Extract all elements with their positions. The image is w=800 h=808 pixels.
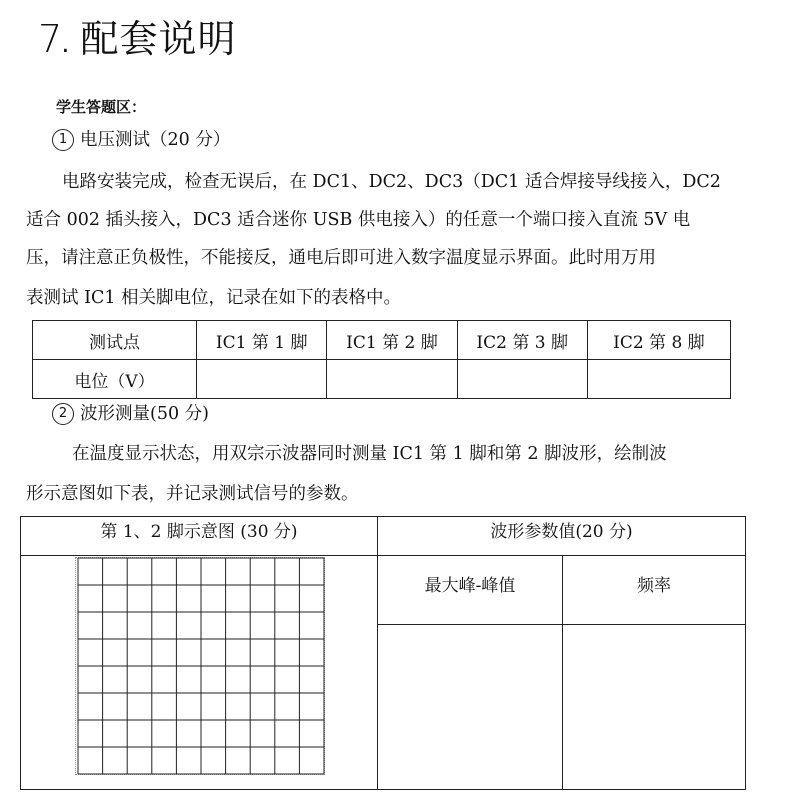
voltage-input-cell[interactable] — [587, 360, 730, 399]
section2-marker: 2 — [52, 403, 74, 425]
frequency-value-cell[interactable] — [563, 625, 745, 789]
paragraph1-line-1: 电路安装完成，检查无误后，在 DC1、DC2、DC3（DC1 适合焊接导线接入，DC2 — [62, 172, 721, 192]
paragraph1-line-4: 表测试 IC1 相关脚电位，记录在如下的表格中。 — [26, 288, 402, 308]
title-number: 7 — [38, 17, 64, 61]
voltage-input-cell[interactable] — [327, 360, 457, 399]
frequency-label: 频率 — [637, 576, 671, 596]
paragraph2-line-2: 形示意图如下表，并记录测试信号的参数。 — [26, 484, 359, 504]
table-header-cell: IC2 第 3 脚 — [457, 321, 587, 360]
voltage-input-cell[interactable] — [197, 360, 327, 399]
section1-heading — [52, 126, 230, 151]
waveform-diagram-header: 第 1、2 脚示意图 (30 分) — [100, 522, 298, 542]
section1-title: 电压测试（20 分） — [80, 130, 231, 150]
table-header-cell: IC2 第 8 脚 — [587, 321, 730, 360]
section1-marker: 1 — [52, 129, 74, 151]
paragraph1-line-3: 压，请注意正负极性，不能接反，通电后即可进入数字温度显示界面。此时用万用 — [26, 248, 656, 268]
voltage-table-data-row — [33, 360, 731, 399]
table-header-cell: 测试点 — [33, 321, 197, 360]
paragraph2-line-1: 在温度显示状态，用双宗示波器同时测量 IC1 第 1 脚和第 2 脚波形，绘制波 — [72, 444, 667, 464]
voltage-table — [32, 320, 731, 399]
voltage-input-cell[interactable] — [457, 360, 587, 399]
waveform-params-header: 波形参数值(20 分) — [490, 522, 633, 542]
oscilloscope-grid[interactable] — [77, 557, 325, 775]
page-title — [38, 8, 236, 63]
table-header-cell: IC1 第 2 脚 — [327, 321, 457, 360]
title-dot: . — [61, 29, 71, 59]
table-row-label: 电位（V） — [33, 360, 197, 399]
section2-title: 波形测量(50 分) — [80, 404, 209, 424]
voltage-table-header-row — [33, 321, 731, 360]
paragraph1-line-2: 适合 002 插头接入，DC3 适合迷你 USB 供电接入）的任意一个端口接入直流 5V 电 — [26, 210, 691, 230]
peak-to-peak-value-cell[interactable] — [378, 625, 562, 789]
table-divider — [21, 555, 745, 556]
table-header-cell: IC1 第 1 脚 — [197, 321, 327, 360]
answer-area-label: 学生答题区： — [56, 98, 147, 116]
section2-heading — [52, 400, 209, 425]
title-text: 配套说明 — [80, 17, 237, 61]
peak-to-peak-label: 最大峰-峰值 — [424, 576, 516, 596]
